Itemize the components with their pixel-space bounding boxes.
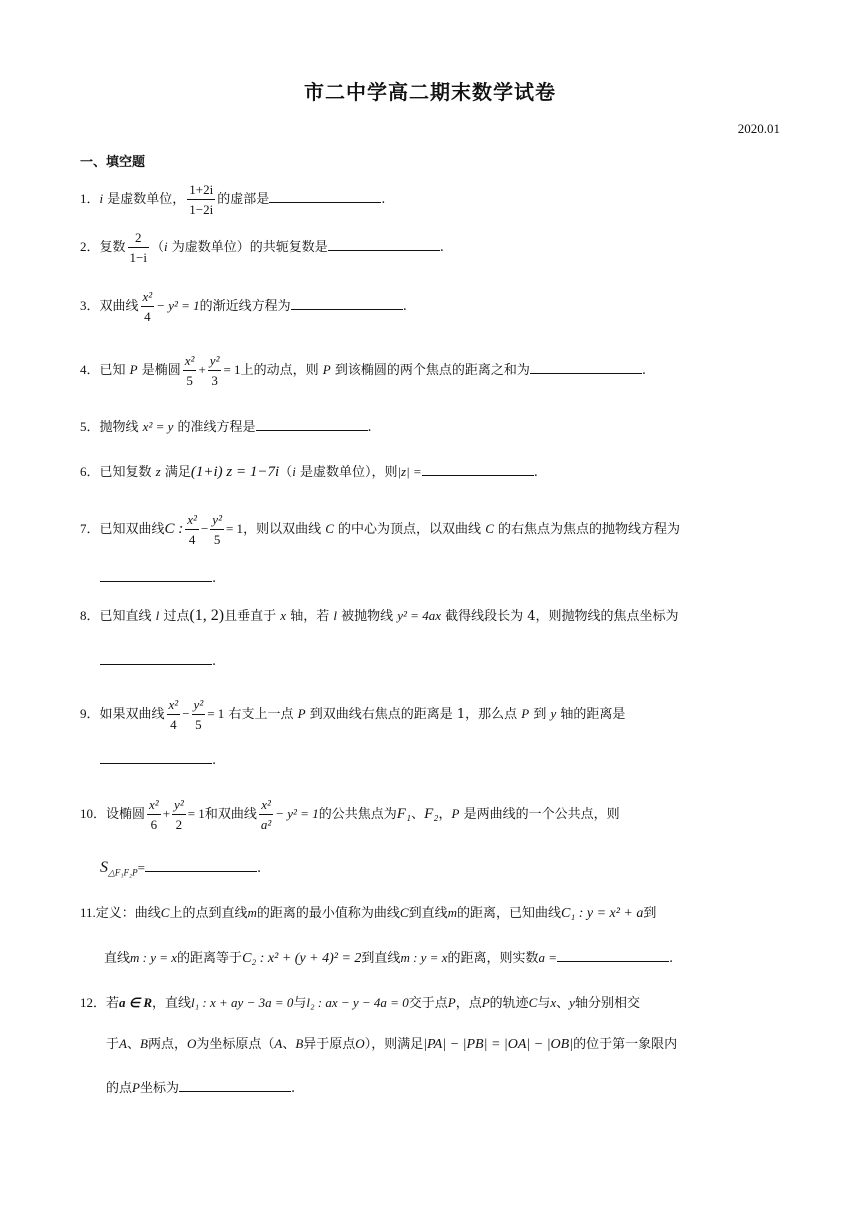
answer-blank[interactable] xyxy=(256,418,368,431)
exam-date: 2020.01 xyxy=(737,121,780,136)
question-10: 10．设椭圆 $\frac{\text{x²}}{6}$ + $\frac{\text{y²}}{2}$ = 1和双曲线 $\frac{\text{x²}}{\text{a²}}$ − y² = 1的公共焦点为F₁、F₂，P 是两曲线的一个公共点，则 xyxy=(80,797,620,832)
question-12-cont-1: 于A、B两点，O为坐标原点（A、B异于原点O），则满足|PA| − |PB| = |OA| − |OB|的位于第一象限内 xyxy=(106,1036,678,1052)
question-6: 6．已知复数 z 满足(1+i) z = 1−7i（i 是虚数单位），则|z| = . xyxy=(80,464,538,480)
page-title: 市二中学高二期末数学试卷 xyxy=(304,80,556,104)
fraction: $\frac{\text{x²}}{4}$ xyxy=(142,289,153,324)
answer-blank[interactable] xyxy=(557,949,669,962)
question-9: 9．如果双曲线 $\frac{\text{x²}}{4}$ − $\frac{\text{y²}}{5}$ = 1 右支上一点 P 到双曲线右焦点的距离是 1，那么点 P 到 y 轴的距离是 xyxy=(80,697,626,732)
answer-blank[interactable] xyxy=(179,1079,291,1092)
question-1: 1．i 是虚数单位， $\frac{1+2i}{1-2i}$ 的虚部是 . xyxy=(80,182,386,217)
answer-blank[interactable] xyxy=(145,859,257,872)
section-heading: 一、填空题 xyxy=(80,155,146,170)
answer-blank[interactable] xyxy=(100,751,212,764)
question-11-cont: 直线m : y = x的距离等于C₂ : x² + (y + 4)² = 2到直线m : y = x的距离，则实数a = . xyxy=(104,950,674,966)
answer-blank[interactable] xyxy=(269,190,381,203)
question-4: 4．已知 P 是椭圆 $\frac{\text{x²}}{5}$ + $\frac{\text{y²}}{3}$ = 1上的动点，则 P 到该椭圆的两个焦点的距离之和为 . xyxy=(80,353,646,388)
question-3: 3．双曲线 $\frac{\text{x²}}{4}$ − y² = 1的渐近线方程为 . xyxy=(80,289,407,324)
question-5: 5．抛物线 x² = y 的准线方程是 . xyxy=(80,419,372,435)
question-9-cont: . xyxy=(100,751,216,771)
question-10-cont: $S_{\triangle F_1F_2P}=$ . xyxy=(100,859,262,878)
answer-blank[interactable] xyxy=(328,238,440,251)
question-7: 7．已知双曲线C : $\frac{\text{x²}}{4}$ − $\frac{\text{y²}}{5}$ = 1，则以双曲线 C 的中心为顶点，以双曲线 C 的右焦点为焦点的抛物线方程为 xyxy=(80,512,681,547)
answer-blank[interactable] xyxy=(100,569,212,582)
answer-blank[interactable] xyxy=(100,652,212,665)
fraction: $\frac{1+2i}{1-2i}$ xyxy=(189,182,214,217)
answer-blank[interactable] xyxy=(530,361,642,374)
fraction: $\frac{2}{1-i}$ xyxy=(129,230,147,265)
question-11: 11.定义：曲线C上的点到直线m的距离的最小值称为曲线C到直线m的距离，已知曲线C₁ : y = x² + a到 xyxy=(80,905,657,921)
answer-blank[interactable] xyxy=(422,463,534,476)
question-7-cont: . xyxy=(100,569,216,589)
question-8-cont: . xyxy=(100,652,216,672)
question-12: 12．若a ∈ R，直线l₁ : x + ay − 3a = 0与l₂ : ax − y − 4a = 0交于点P，点P的轨迹C与x、y轴分别相交 xyxy=(80,995,640,1011)
question-8: 8．已知直线 l 过点(1, 2)且垂直于 x 轴，若 l 被抛物线 y² = 4ax 截得线段长为 4，则抛物线的焦点坐标为 xyxy=(80,607,679,624)
answer-blank[interactable] xyxy=(291,297,403,310)
question-2: 2．复数 $\frac{2}{1-i}$ （i 为虚数单位）的共轭复数是 . xyxy=(80,230,444,265)
question-12-cont-2: 的点P坐标为 . xyxy=(106,1080,296,1096)
